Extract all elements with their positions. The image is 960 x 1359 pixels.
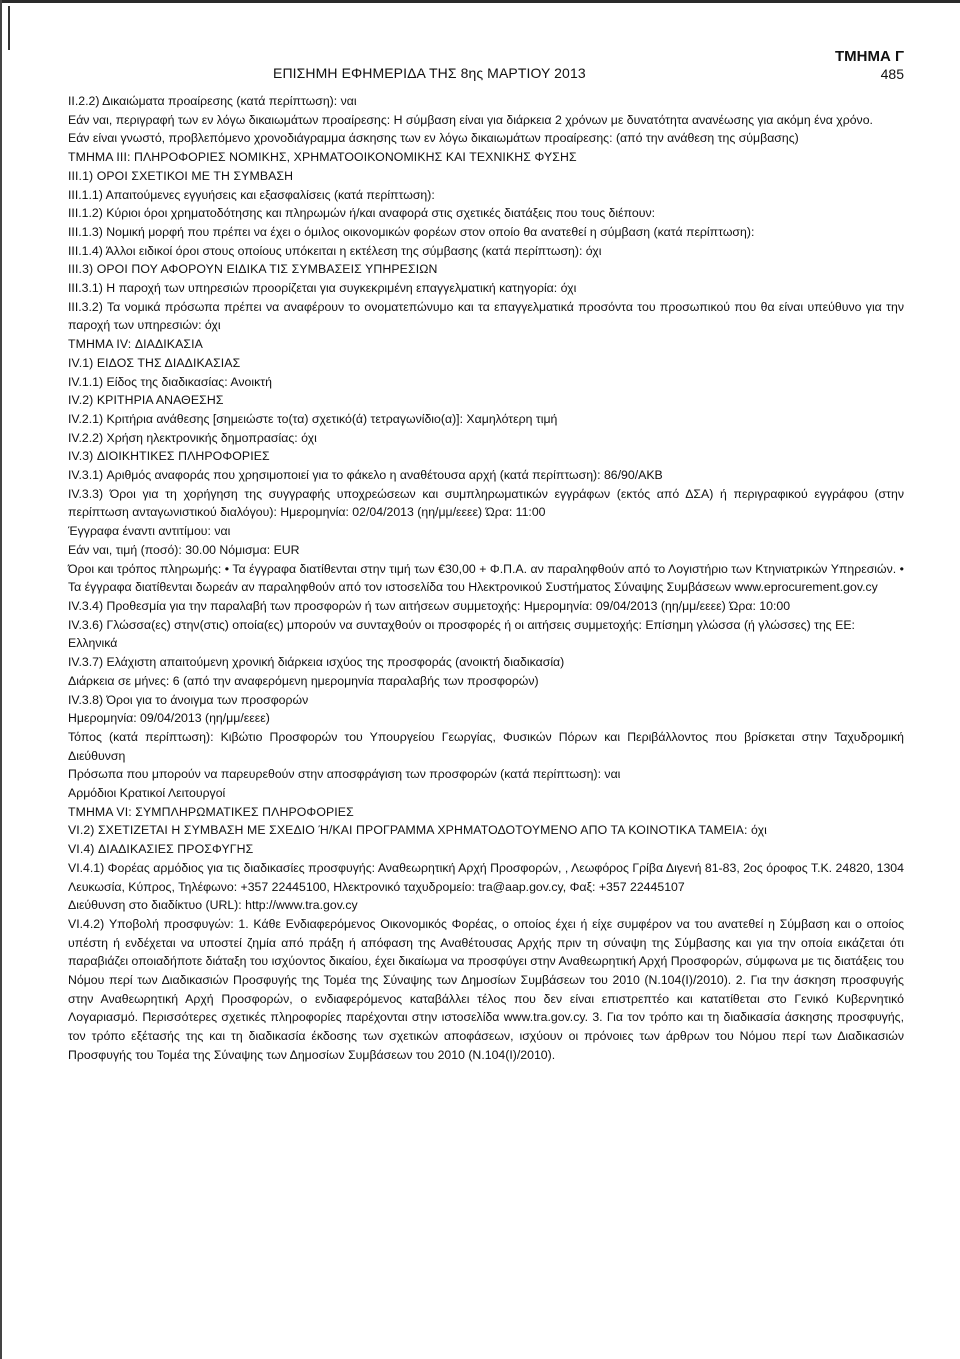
paragraph: ΙV.3.8) Όροι για το άνοιγμα των προσφορών bbox=[68, 692, 309, 707]
paragraph: Έγγραφα έναντι αντιτίμου: ναι bbox=[68, 524, 231, 539]
paragraph: VI.4.1) Φορέας αρμόδιος για τις διαδικασίες προσφυγής: Αναθεωρητική Αρχή Προσφορών, , Λεωφόρος Γρίβα Διγενή 81-83, 2ος όροφος Τ.Κ. 24820, 1304 Λευκωσία, Κύπρος, Τηλέφωνο: +357 22445100, Ηλεκτρονικό ταχυδρομείο: tra@aap.gov.cy, Φαξ: +357 22445107 bbox=[68, 860, 904, 894]
paragraph: Όροι και τρόπος πληρωμής: • Τα έγγραφα διατίθενται στην τιμή των €30,00 + Φ.Π.Α. αν παραληφθούν από το Λογιστήριο των Κτηνιατρικών Υπηρεσιών. • Τα έγγραφα διατίθενται δωρεάν αν παραληφθούν από τον ιστοσελίδα του Ηλεκτρονικού Συστήματος Σύναψης Συμβάσεων www.eprocurement.gov.cy bbox=[68, 561, 904, 595]
paragraph: ΙV.2.2) Χρήση ηλεκτρονικής δημοπρασίας: όχι bbox=[68, 430, 317, 445]
paragraph: ΙΙΙ.1.1) Απαιτούμενες εγγυήσεις και εξασφαλίσεις (κατά περίπτωση): bbox=[68, 187, 435, 202]
scan-border-top bbox=[0, 0, 960, 3]
paragraph: Τόπος (κατά περίπτωση): Κιβώτιο Προσφορών του Υπουργείου Γεωργίας, Φυσικών Πόρων και Περιβάλλοντος που βρίσκεται στην Ταχυδρομική Διεύθυνση bbox=[68, 729, 904, 763]
paragraph: Ελληνικά bbox=[68, 636, 118, 651]
paragraph: ΙΙΙ.1.4) Άλλοι ειδικοί όροι στους οποίους υπόκειται η εκτέλεση της σύμβασης (κατά περίπτωση): όχι bbox=[68, 243, 602, 258]
gazette-title: ΕΠΙΣΗΜΗ ΕΦΗΜΕΡΙΔΑ ΤΗΣ 8ης ΜΑΡΤΙΟΥ 2013 bbox=[273, 65, 586, 81]
paragraph: Πρόσωπα που μπορούν να παρευρεθούν στην αποσφράγιση των προσφορών (κατά περίπτωση): ναι bbox=[68, 767, 621, 782]
paragraph: ΙV.3.7) Ελάχιστη απαιτούμενη χρονική διάρκεια ισχύος της προσφοράς (ανοικτή διαδικασία) bbox=[68, 655, 565, 670]
paragraph: ΙV.3.4) Προθεσμία για την παραλαβή των προσφορών ή των αιτήσεων συμμετοχής: Ημερομηνία: 09/04/2013 (ηη/μμ/εεεε) Ώρα: 10:00 bbox=[68, 598, 791, 613]
paragraph: Διάρκεια σε μήνες: 6 (από την αναφερόμενη ημερομηνία παραλαβής των προσφορών) bbox=[68, 673, 539, 688]
paragraph: ΙΙ.2.2) Δικαιώματα προαίρεσης (κατά περίπτωση): ναι bbox=[68, 94, 357, 108]
paragraph: Εάν ναι, περιγραφή των εν λόγω δικαιωμάτων προαίρεσης: Η σύμβαση είναι για διάρκεια 2 χρόνων με δυνατότητα ανανέωσης για ακόμη ένα χρόνο. bbox=[68, 112, 873, 127]
paragraph: Διεύθυνση στο διαδίκτυο (URL): http://www.tra.gov.cy bbox=[68, 898, 358, 913]
paragraph: ΙΙΙ.1.2) Κύριοι όροι χρηματοδότησης και πληρωμών ή/και αναφορά στις σχετικές διατάξεις που τους διέπουν: bbox=[68, 206, 656, 221]
subsection-heading: ΙΙΙ.3) ΟΡΟΙ ΠΟΥ ΑΦΟΡΟΥΝ ΕΙΔΙΚΑ ΤΙΣ ΣΥΜΒΑΣΕΙΣ ΥΠΗΡΕΣΙΩΝ bbox=[68, 262, 438, 277]
subsection-heading: VI.4) ΔΙΑΔΙΚΑΣΙΕΣ ΠΡΟΣΦΥΓΗΣ bbox=[68, 842, 254, 857]
section-label: ΤΜΗΜΑ Γ bbox=[834, 48, 904, 65]
subsection-heading: ΙV.2) ΚΡΙΤΗΡΙΑ ΑΝΑΘΕΣΗΣ bbox=[68, 393, 224, 408]
subsection-heading: ΙV.3) ΔΙΟΙΚΗΤΙΚΕΣ ΠΛΗΡΟΦΟΡΙΕΣ bbox=[68, 449, 270, 464]
subsection-heading: VI.2) ΣΧΕΤΙΖΕΤΑΙ Η ΣΥΜΒΑΣΗ ΜΕ ΣΧΕΔΙΟ Ή/ΚΑΙ ΠΡΟΓΡΑΜΜΑ ΧΡΗΜΑΤΟΔΟΤΟΥΜΕΝΟ ΑΠΟ ΤΑ ΚΟΙΝΟΤΙΚΑ ΤΑΜΕΙΑ: όχι bbox=[68, 823, 767, 838]
paragraph: ΙΙΙ.3.2) Τα νομικά πρόσωπα πρέπει να αναφέρουν το ονοματεπώνυμο και τα επαγγελματικά προσόντα του προσωπικού που θα είναι υπεύθυνο για την παροχή των υπηρεσιών: όχι bbox=[68, 299, 904, 333]
subsection-heading: ΙΙΙ.1) ΟΡΟΙ ΣΧΕΤΙΚΟΙ ΜΕ ΤΗ ΣΥΜΒΑΣΗ bbox=[68, 168, 294, 183]
paragraph: ΙΙΙ.3.1) Η παροχή των υπηρεσιών προορίζεται για συγκεκριμένη επαγγελματική κατηγορία: όχι bbox=[68, 281, 577, 296]
paragraph: Αρμόδιοι Κρατικοί Λειτουργοί bbox=[68, 786, 226, 801]
paragraph: ΙV.3.3) Όροι για τη χορήγηση της συγγραφής υποχρεώσεων και συμπληρωματικών εγγράφων (εκτός από ΔΣΑ) ή περιγραφικού εγγράφου (στην περίπτωση ανταγωνιστικού διαλόγου): Ημερομηνία: 02/04/2013 (ηη/μμ/εεεε) Ώρα: 11:00 bbox=[68, 486, 904, 520]
page-header bbox=[68, 44, 904, 84]
subsection-heading: ΙV.1) ΕΙΔΟΣ ΤΗΣ ΔΙΑΔΙΚΑΣΙΑΣ bbox=[68, 355, 241, 370]
scan-notch bbox=[0, 6, 10, 50]
paragraph: Ημερομηνία: 09/04/2013 (ηη/μμ/εεεε) bbox=[68, 711, 270, 726]
section-heading: ΤΜΗΜΑ ΙV: ΔΙΑΔΙΚΑΣΙΑ bbox=[68, 337, 203, 352]
notice-body bbox=[68, 92, 904, 1065]
paragraph: ΙV.3.6) Γλώσσα(ες) στην(στις) οποία(ες) μπορούν να συνταχθούν οι προσφορές ή οι αιτήσεις συμμετοχής: Επίσημη γλώσσα (ή γλώσσες) της ΕΕ: bbox=[68, 617, 855, 632]
paragraph: Εάν είναι γνωστό, προβλεπόμενο χρονοδιάγραμμα άσκησης των εν λόγω δικαιωμάτων προαίρεσης: (από την ανάθεση της σύμβασης) bbox=[68, 131, 799, 146]
scan-border-left bbox=[0, 0, 2, 1359]
page-number: 485 bbox=[880, 66, 904, 82]
paragraph: ΙΙΙ.1.3) Νομική μορφή που πρέπει να έχει ο όμιλος οικονομικών φορέων στον οποίο θα ανατεθεί η σύμβαση (κατά περίπτωση): bbox=[68, 224, 755, 239]
paragraph: ΙV.2.1) Κριτήρια ανάθεσης [σημειώστε το(τα) σχετικό(ά) τετραγωνίδιο(α)]: Χαμηλότερη τιμή bbox=[68, 411, 558, 426]
paragraph: ΙV.3.1) Αριθμός αναφοράς που χρησιμοποιεί για το φάκελο η αναθέτουσα αρχή (κατά περίπτωση): 86/90/ΑΚΒ bbox=[68, 468, 663, 483]
section-heading: ΤΜΗΜΑ VI: ΣΥΜΠΛΗΡΩΜΑΤΙΚΕΣ ΠΛΗΡΟΦΟΡΙΕΣ bbox=[68, 804, 354, 819]
paragraph: Εάν ναι, τιμή (ποσό): 30.00 Νόμισμα: EUR bbox=[68, 542, 300, 557]
section-heading: ΤΜΗΜΑ ΙΙΙ: ΠΛΗΡΟΦΟΡΙΕΣ ΝΟΜΙΚΗΣ, ΧΡΗΜΑΤΟΟΙΚΟΝΟΜΙΚΗΣ ΚΑΙ ΤΕΧΝΙΚΗΣ ΦΥΣΗΣ bbox=[68, 150, 577, 165]
paragraph: ΙV.1.1) Είδος της διαδικασίας: Ανοικτή bbox=[68, 374, 272, 389]
paragraph: VI.4.2) Υποβολή προσφυγών: 1. Κάθε Ενδιαφερόμενος Οικονομικός Φορέας, ο οποίος έχει ή είχε συμφέρον να του ανατεθεί η Σύμβαση και ο οποίος υπέστη ή ενδέχεται να υποστεί ζημία από πράξη ή απόφαση της Αναθέτουσας Αρχής πριν τη σύναψη της Σύμβασης και για την οποία εικάζεται ότι παραβιάζει οποιαδήποτε διάταξη του ισχύοντος δικαίου, έχει δικαίωμα να προσφύγει στην Αναθεωρητική Αρχή Προσφορών, σύμφωνα με τις διατάξεις του Νόμου περί των Διαδικασιών Προσφυγής της Τομέα της Σύναψης των Δημοσίων Συμβάσεων του 2010 (Ν.104(Ι)/2010). 2. Για την άσκηση προσφυγής στην Αναθεωρητική Αρχή Προσφορών, ο ενδιαφερόμενος καταβάλλει τέλος που δεν είναι επιστρεπτέο και κατατίθεται στο Γενικό Κυβερνητικό Λογαριασμό. Περισσότερες σχετικές πληροφορίες παρέχονται στην ιστοσελίδα www.tra.gov.cy. 3. Για τον τρόπο και τη διαδικασία άσκησης προσφυγής, τον τρόπο εξέτασής της και τη διαδικασία έκδοσης των σχετικών αποφάσεων, ισχύουν οι πρόνοιες των άρθρων του Νόμου περί των Διαδικασιών Προσφυγής του Τομέα της Σύναψης των Δημοσίων Συμβάσεων του 2010 (Ν.104(Ι)/2010). bbox=[68, 916, 904, 1062]
